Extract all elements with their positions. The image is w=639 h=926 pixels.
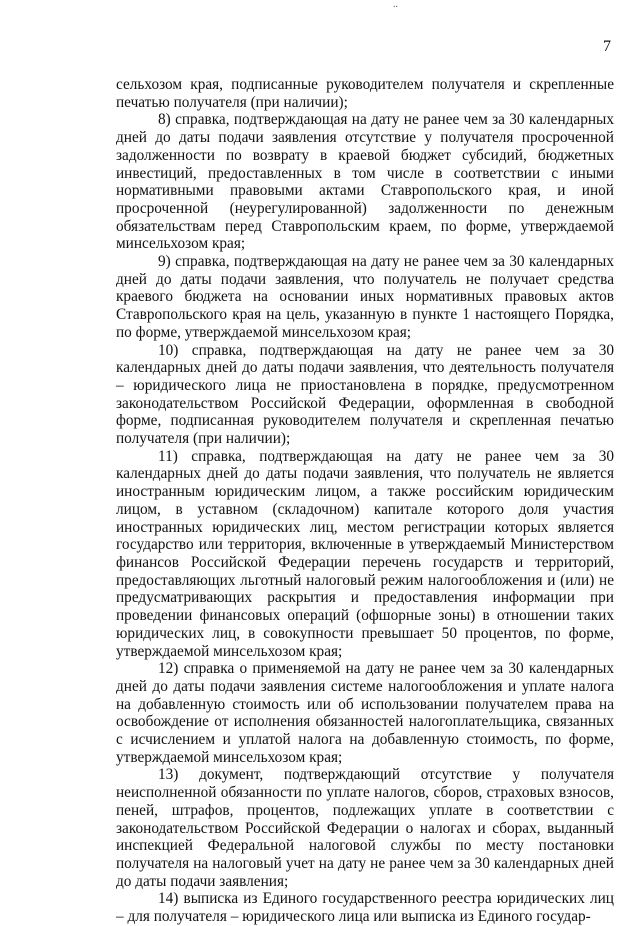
paragraph-item-12: 12) справка о применяемой на дату не ранее чем за 30 календарных дней до даты подачи заявления системе налогообложения и уплате налога на добавленную стоимость или об использовании получателем права на освобождение от исполнения обязанностей налогоплательщика, связанных с исчислением и уплатой налога на добавленную стоимость, по форме, утверждаемой минсельхозом края; xyxy=(116,660,614,766)
paragraph-continuation: сельхозом края, подписанные руководителем получателя и скрепленные печатью получателя (при наличии); xyxy=(116,76,614,111)
paragraph-item-10: 10) справка, подтверждающая на дату не ранее чем за 30 календарных дней до даты подачи заявления, что деятельность получателя – юридического лица не приостановлена в порядке, предусмотренном законодательством Российской Федерации, оформленная в свободной форме, подписанная руководителем получателя и скрепленная печатью получателя (при наличии); xyxy=(116,341,614,448)
paragraph-item-8: 8) справка, подтверждающая на дату не ранее чем за 30 календарных дней до даты подачи заявления отсутствие у получателя просроченной задолженности по возврату в краевой бюджет субсидий, бюджетных инвестиций, предоставленных в том числе в соответствии с иными нормативными правовыми актами Ставропольского края, и иной просроченной (неурегулированной) задолженности по денежным обязательствам перед Ставропольским краем, по форме, утверждаемой минсельхозом края; xyxy=(116,111,614,253)
top-mark: .. xyxy=(393,0,398,10)
page-number: 7 xyxy=(603,38,611,55)
paragraph-item-9: 9) справка, подтверждающая на дату не ранее чем за 30 календарных дней до даты подачи заявления, что получатель не получает средства краевого бюджета на основании иных нормативных правовых актов Ставропольского края на цель, указанную в пункте 1 настоящего Порядка, по форме, утверждаемой минсельхозом края; xyxy=(116,253,614,341)
paragraph-item-11: 11) справка, подтверждающая на дату не ранее чем за 30 календарных дней до даты подачи заявления, что получатель не является иностранным юридическим лицом, а также российским юридическим лицом, в уставном (складочном) капитале которого доля участия иностранных юридических лиц, местом регистрации которых является государство или территория, включенные в утверждаемый Министерством финансов Российской Федерации перечень государств и территорий, предоставляющих льготный налоговый режим налогообложения и (или) не предусматривающих раскрытия и предоставления информации при проведении финансовых операций (офшорные зоны) в отношении таких юридических лиц, в совокупности превышает 50 процентов, по форме, утверждаемой минсельхозом края; xyxy=(116,447,614,660)
document-body xyxy=(116,76,614,926)
paragraph-item-14: 14) выписка из Единого государственного реестра юридических лиц – для получателя – юридического лица или выписка из Единого государ- xyxy=(116,890,614,926)
paragraph-item-13: 13) документ, подтверждающий отсутствие у получателя неисполненной обязанности по уплате налогов, сборов, страховых взносов, пеней, штрафов, процентов, подлежащих уплате в соответствии с законодательством Российской Федерации о налогах и сборах, выданный инспекцией Федеральной налоговой службы по месту постановки получателя на налоговый учет на дату не ранее чем за 30 календарных дней до даты подачи заявления; xyxy=(116,766,614,890)
